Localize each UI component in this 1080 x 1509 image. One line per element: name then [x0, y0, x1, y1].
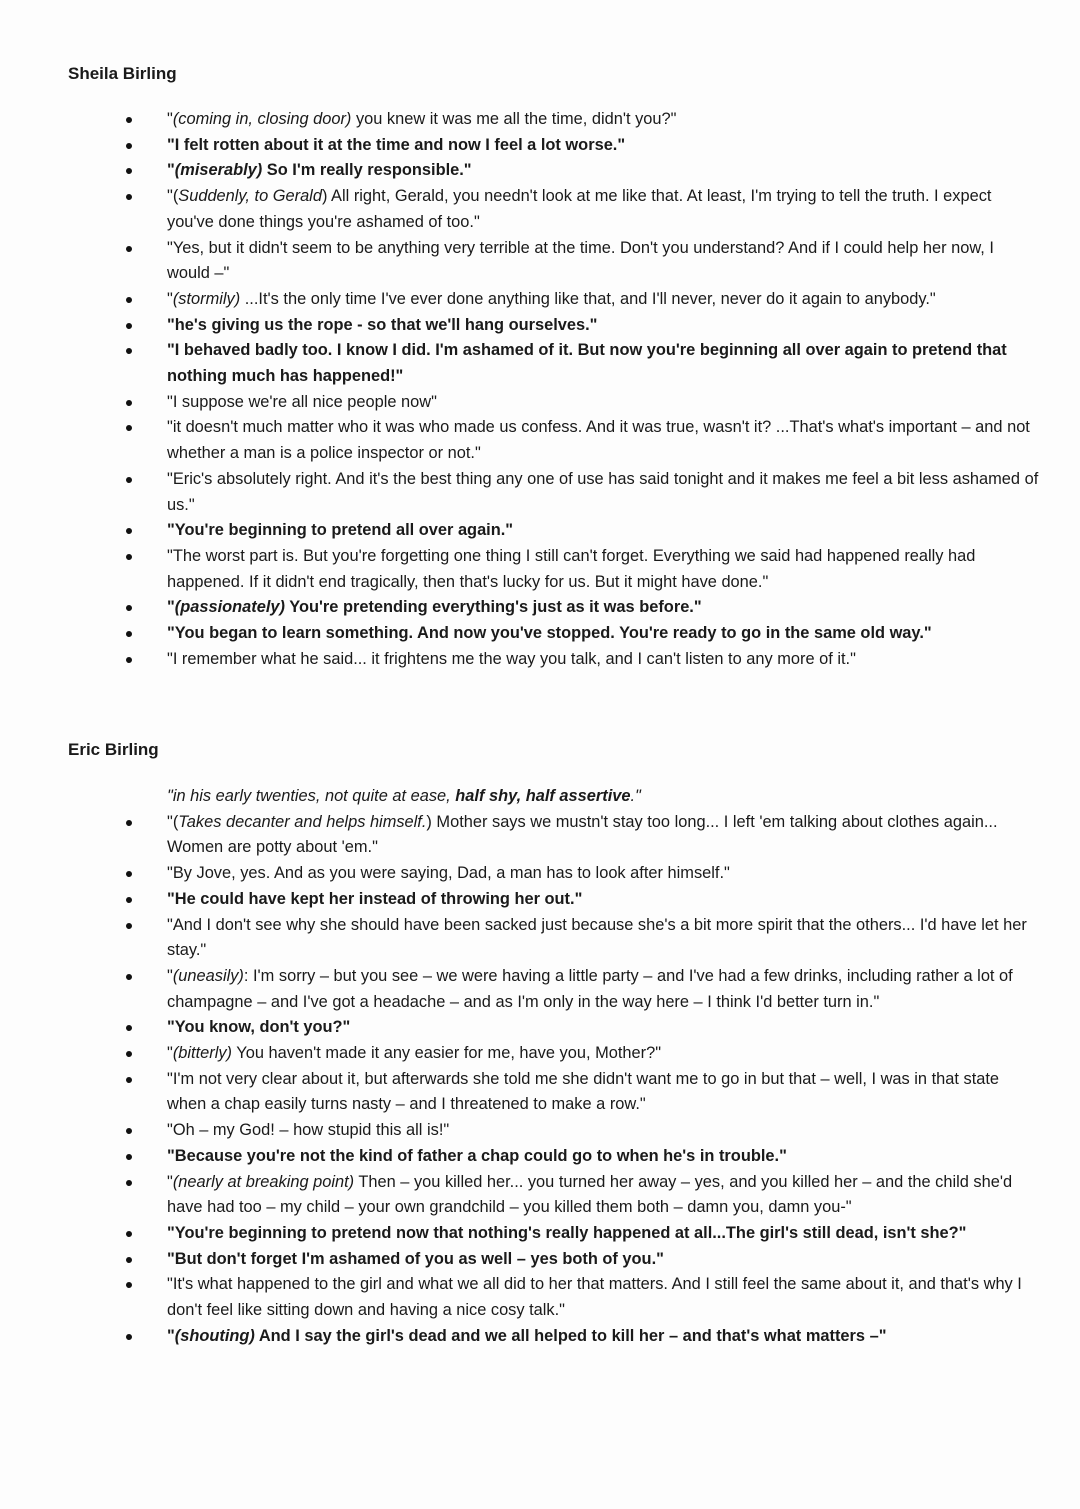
quote-fragment: ...It's the only time I've ever done anything like that, and I'll never, never do it again to anybody." — [240, 289, 936, 308]
quote-fragment: "in his early twenties, not quite at ease, — [167, 787, 456, 805]
quote-item — [0, 1247, 1080, 1273]
quote-text — [167, 1224, 966, 1242]
quote-fragment: "You're beginning to pretend all over again." — [167, 521, 514, 540]
quote-fragment: (miserably) — [174, 161, 263, 180]
quote-text — [167, 1044, 661, 1062]
quote-text — [167, 161, 472, 179]
quote-text — [167, 521, 513, 539]
quote-item — [0, 313, 1080, 339]
bullet-icon — [126, 1077, 132, 1083]
quote-text — [167, 1275, 1022, 1319]
quote-item — [0, 390, 1080, 416]
quote-fragment: "You began to learn something. And now you've stopped. You're ready to go in the same old way." — [167, 624, 932, 643]
quote-text — [167, 316, 597, 334]
bullet-icon — [126, 923, 132, 929]
quote-fragment: (uneasily) — [172, 966, 244, 985]
quote-text — [167, 418, 1030, 462]
quote-item — [0, 810, 1080, 861]
bullet-icon — [126, 297, 132, 303]
quote-item — [0, 518, 1080, 544]
quote-item — [0, 595, 1080, 621]
quote-fragment: So I'm really responsible." — [262, 161, 472, 180]
quote-fragment: "Oh – my God! – how stupid this all is!" — [167, 1121, 450, 1140]
quote-fragment: "I felt rotten about it at the time and now I feel a lot worse." — [167, 135, 626, 154]
sheila-section-title: Sheila Birling — [68, 64, 177, 83]
bullet-icon — [126, 400, 132, 406]
bullet-icon — [126, 1051, 132, 1057]
bullet-icon — [126, 143, 132, 149]
quote-fragment: "I remember what he said... it frightens me the way you talk, and I can't listen to any more of it." — [167, 649, 856, 668]
quote-text — [167, 1121, 449, 1139]
quote-fragment: "it doesn't much matter who it was who made us confess. And it was true, wasn't it? ...That's what's important – and not whether a man is a police inspector or not." — [167, 418, 1030, 463]
quote-fragment: ." — [630, 787, 641, 805]
quote-fragment: You haven't made it any easier for me, have you, Mother?" — [232, 1044, 662, 1063]
quote-item — [0, 1144, 1080, 1170]
bullet-icon — [126, 528, 132, 534]
quote-fragment: " — [167, 110, 173, 128]
eric-quote-list — [0, 784, 1080, 1349]
quote-fragment: (shouting) — [174, 1326, 255, 1345]
quote-text — [167, 813, 998, 857]
quote-fragment: "It's what happened to the girl and what we all did to her that matters. And I still feel the same about it, and that's why I don't feel like sitting down and having a nice cosy talk." — [167, 1275, 1022, 1320]
quote-text — [167, 1173, 1012, 1217]
bullet-icon — [126, 657, 132, 663]
quote-item — [0, 133, 1080, 159]
bullet-icon — [126, 1257, 132, 1263]
quote-text — [167, 1147, 787, 1165]
quote-text — [167, 787, 641, 805]
quote-text — [167, 624, 932, 642]
bullet-icon — [126, 117, 132, 123]
quote-text — [167, 136, 625, 154]
quote-text — [167, 239, 994, 283]
quote-text — [167, 916, 1027, 960]
quote-text — [167, 1327, 886, 1345]
quote-fragment: " — [167, 289, 173, 308]
bullet-icon — [126, 246, 132, 252]
bullet-icon — [126, 554, 132, 560]
quote-item — [0, 964, 1080, 1015]
bullet-icon — [126, 974, 132, 980]
quote-fragment: "I suppose we're all nice people now" — [167, 392, 437, 411]
quote-item — [0, 1170, 1080, 1221]
bullet-icon — [126, 323, 132, 329]
quote-item — [0, 236, 1080, 287]
quote-item — [0, 107, 1080, 133]
quote-item — [0, 861, 1080, 887]
bullet-icon — [126, 425, 132, 431]
quote-fragment: "( — [167, 812, 179, 831]
quote-fragment: "( — [167, 187, 179, 206]
quote-item — [0, 1067, 1080, 1118]
quote-item — [0, 1324, 1080, 1350]
quote-fragment: (nearly at breaking point) — [172, 1172, 355, 1191]
quote-fragment: "But don't forget I'm ashamed of you as well – yes both of you." — [167, 1249, 664, 1268]
quote-fragment: "Yes, but it didn't seem to be anything very terrible at the time. Don't you understand? And if I could help her now, I would –" — [167, 238, 994, 283]
quote-item — [0, 621, 1080, 647]
bullet-icon — [126, 820, 132, 826]
quote-item — [0, 784, 1080, 810]
quote-fragment: " — [167, 161, 175, 180]
quote-fragment: " — [167, 598, 175, 617]
bullet-icon — [126, 1025, 132, 1031]
quote-item — [0, 1221, 1080, 1247]
bullet-icon — [126, 1128, 132, 1134]
quote-fragment: (bitterly) — [172, 1044, 233, 1063]
quote-item — [0, 287, 1080, 313]
quote-fragment: "I'm not very clear about it, but afterwards she told me she didn't want me to go in but that – well, I was in that state when a chap easily turns nasty – and I threatened to make a row." — [167, 1069, 1000, 1114]
eric-section-title: Eric Birling — [68, 740, 159, 759]
quote-text — [167, 470, 1038, 514]
bullet-icon — [126, 348, 132, 354]
bullet-icon — [126, 1180, 132, 1186]
quote-text — [167, 1070, 999, 1114]
quote-text — [167, 290, 936, 308]
bullet-icon — [126, 477, 132, 483]
bullet-icon — [126, 1334, 132, 1340]
quote-item — [0, 1272, 1080, 1323]
quote-fragment: "I behaved badly too. I know I did. I'm ashamed of it. But now you're beginning all over again to pretend that nothing much has happened!" — [167, 341, 1007, 386]
quote-text — [167, 393, 437, 411]
quote-text — [167, 650, 856, 668]
quote-item — [0, 415, 1080, 466]
quote-fragment: Suddenly, to Gerald — [178, 187, 322, 206]
quote-text — [167, 598, 702, 616]
quote-item — [0, 467, 1080, 518]
quote-text — [167, 1250, 664, 1268]
quote-fragment: You're pretending everything's just as it was before." — [285, 598, 702, 617]
quote-item — [0, 184, 1080, 235]
quote-text — [167, 547, 975, 591]
quote-item — [0, 887, 1080, 913]
quote-fragment: "You know, don't you?" — [167, 1018, 351, 1037]
quote-fragment: ) All right, Gerald, you needn't look at me like that. At least, I'm trying to tell the truth. I expect you've done things you're ashamed of too." — [167, 187, 992, 231]
bullet-icon — [126, 1231, 132, 1237]
quote-fragment: (passionately) — [174, 598, 285, 617]
bullet-icon — [126, 871, 132, 877]
quote-fragment: " — [167, 1044, 173, 1063]
quote-fragment: "The worst part is. But you're forgetting one thing I still can't forget. Everything we said had happened really had happened. If it didn't end tragically, then that's lucky for us. But it might have done." — [167, 546, 976, 591]
bullet-icon — [126, 631, 132, 637]
quote-fragment: : I'm sorry – but you see – we were having a little party – and I've had a few drinks, including rather a lot of champagne – and I've got a headache – and as I'm only in the way here – I think I'd better turn in." — [167, 966, 1013, 1011]
bullet-icon — [126, 897, 132, 903]
quote-fragment: you knew it was me all the time, didn't you?" — [351, 110, 677, 128]
quote-fragment: "By Jove, yes. And as you were saying, Dad, a man has to look after himself." — [167, 864, 730, 883]
quote-fragment: half shy, half assertive — [455, 787, 631, 805]
quote-text — [167, 967, 1013, 1011]
quote-item — [0, 338, 1080, 389]
quote-fragment: "Because you're not the kind of father a chap could go to when he's in trouble." — [167, 1146, 787, 1165]
quote-fragment: " — [167, 966, 173, 985]
quote-fragment: "And I don't see why she should have been sacked just because she's a bit more spirit that the others... I'd have let her stay." — [167, 915, 1027, 960]
quote-fragment: " — [167, 1172, 173, 1191]
quote-item — [0, 1041, 1080, 1067]
quote-item — [0, 1118, 1080, 1144]
quote-fragment: Takes decanter and helps himself. — [178, 812, 427, 831]
quote-fragment: Then – you killed her... you turned her away – yes, and you killed her – and the child she'd have had too – my child – your own grandchild – you killed them both – damn you, damn you-" — [167, 1172, 1013, 1217]
quote-item — [0, 544, 1080, 595]
quote-fragment: "Eric's absolutely right. And it's the best thing any one of use has said tonight and it makes me feel a bit less ashamed of us." — [167, 469, 1039, 514]
quote-item — [0, 913, 1080, 964]
bullet-icon — [126, 1282, 132, 1288]
bullet-icon — [126, 605, 132, 611]
quote-fragment: "You're beginning to pretend now that nothing's really happened at all...The girl's still dead, isn't she?" — [167, 1223, 967, 1242]
bullet-icon — [126, 168, 132, 174]
quote-text — [167, 864, 730, 882]
quote-text — [167, 110, 676, 128]
quote-fragment: "He could have kept her instead of throwing her out." — [167, 889, 583, 908]
quote-fragment: "he's giving us the rope - so that we'll hang ourselves." — [167, 315, 598, 334]
bullet-icon — [126, 194, 132, 200]
quote-text — [167, 1018, 350, 1036]
quote-text — [167, 890, 582, 908]
quote-fragment: And I say the girl's dead and we all helped to kill her – and that's what matters –" — [254, 1326, 887, 1345]
sheila-quote-list — [0, 107, 1080, 672]
quote-fragment: (coming in, closing door) — [172, 110, 352, 128]
quote-item — [0, 1015, 1080, 1041]
quote-fragment: (stormily) — [172, 289, 241, 308]
quote-item — [0, 158, 1080, 184]
quote-item — [0, 647, 1080, 673]
quote-text — [167, 341, 1007, 385]
quote-fragment: " — [167, 1326, 175, 1345]
quote-text — [167, 187, 991, 231]
quote-fragment: ) Mother says we mustn't stay too long... I left 'em talking about clothes again... Women are potty about 'em." — [167, 812, 998, 857]
bullet-icon — [126, 1154, 132, 1160]
